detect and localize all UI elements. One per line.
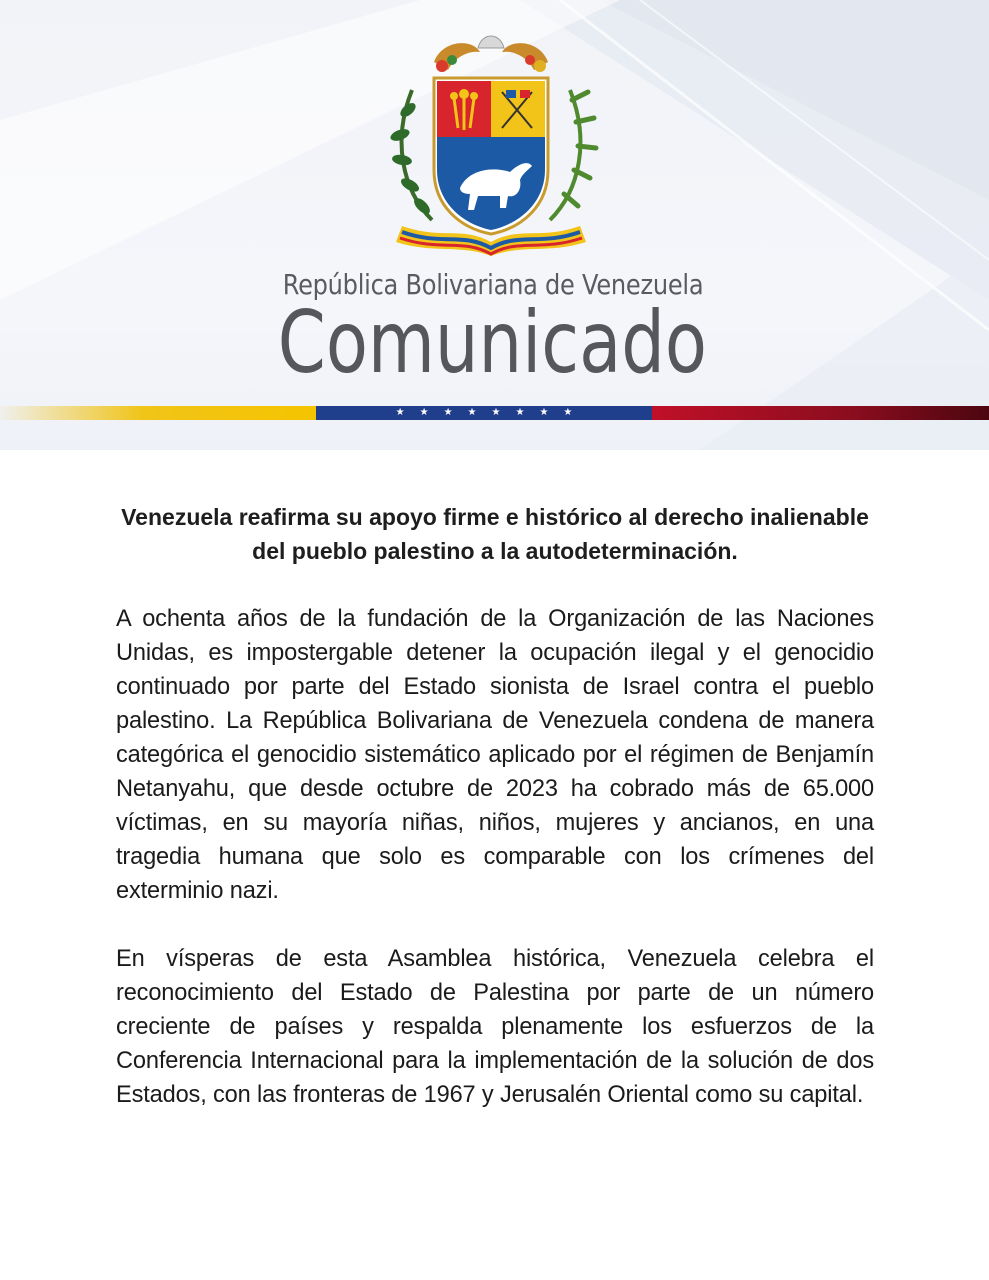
star-icon: ★ <box>539 407 549 418</box>
flag-color-stripe <box>0 406 989 420</box>
coat-of-arms-icon <box>382 30 600 260</box>
star-icon: ★ <box>491 407 501 418</box>
communique-header <box>0 0 989 450</box>
star-icon: ★ <box>467 407 477 418</box>
star-icon: ★ <box>563 407 573 418</box>
body-paragraph: A ochenta años de la fundación de la Organización de las Naciones Unidas, es impostergable detener la ocupación ilegal y el genocidio continuado por parte del Estado sionista de Israel contra el pueblo palestino. La República Bolivariana de Venezuela condena de manera categórica el genocidio sistemático aplicado por el régimen de Benjamín Netanyahu, que desde octubre de 2023 ha cobrado más de 65.000 víctimas, en su mayoría niñas, niños, mujeres y ancianos, en una tragedia humana que solo es comparable con los crímenes del exterminio nazi. <box>116 606 874 904</box>
communique-body <box>116 500 874 1146</box>
stripe-stars <box>316 406 652 420</box>
star-icon: ★ <box>395 407 405 418</box>
star-icon: ★ <box>419 407 429 418</box>
star-icon: ★ <box>443 407 453 418</box>
stripe-yellow <box>0 406 316 420</box>
communique-title: Comunicado <box>277 293 708 393</box>
body-paragraph: En vísperas de esta Asamblea histórica, Venezuela celebra el reconocimiento del Estado de Palestina por parte de un número creciente de países y respalda plenamente los esfuerzos de la Conferencia Internacional para la implementación de la solución de dos Estados, con las fronteras de 1967 y Jerusalén Oriental como su capital. <box>116 946 874 1108</box>
star-icon: ★ <box>515 407 525 418</box>
republic-name: República Bolivariana de Venezuela <box>282 268 704 301</box>
communique-headline: Venezuela reafirma su apoyo firme e histórico al derecho inalienable del pueblo palestino a la autodeterminación. <box>121 504 869 564</box>
stripe-red <box>652 406 989 420</box>
